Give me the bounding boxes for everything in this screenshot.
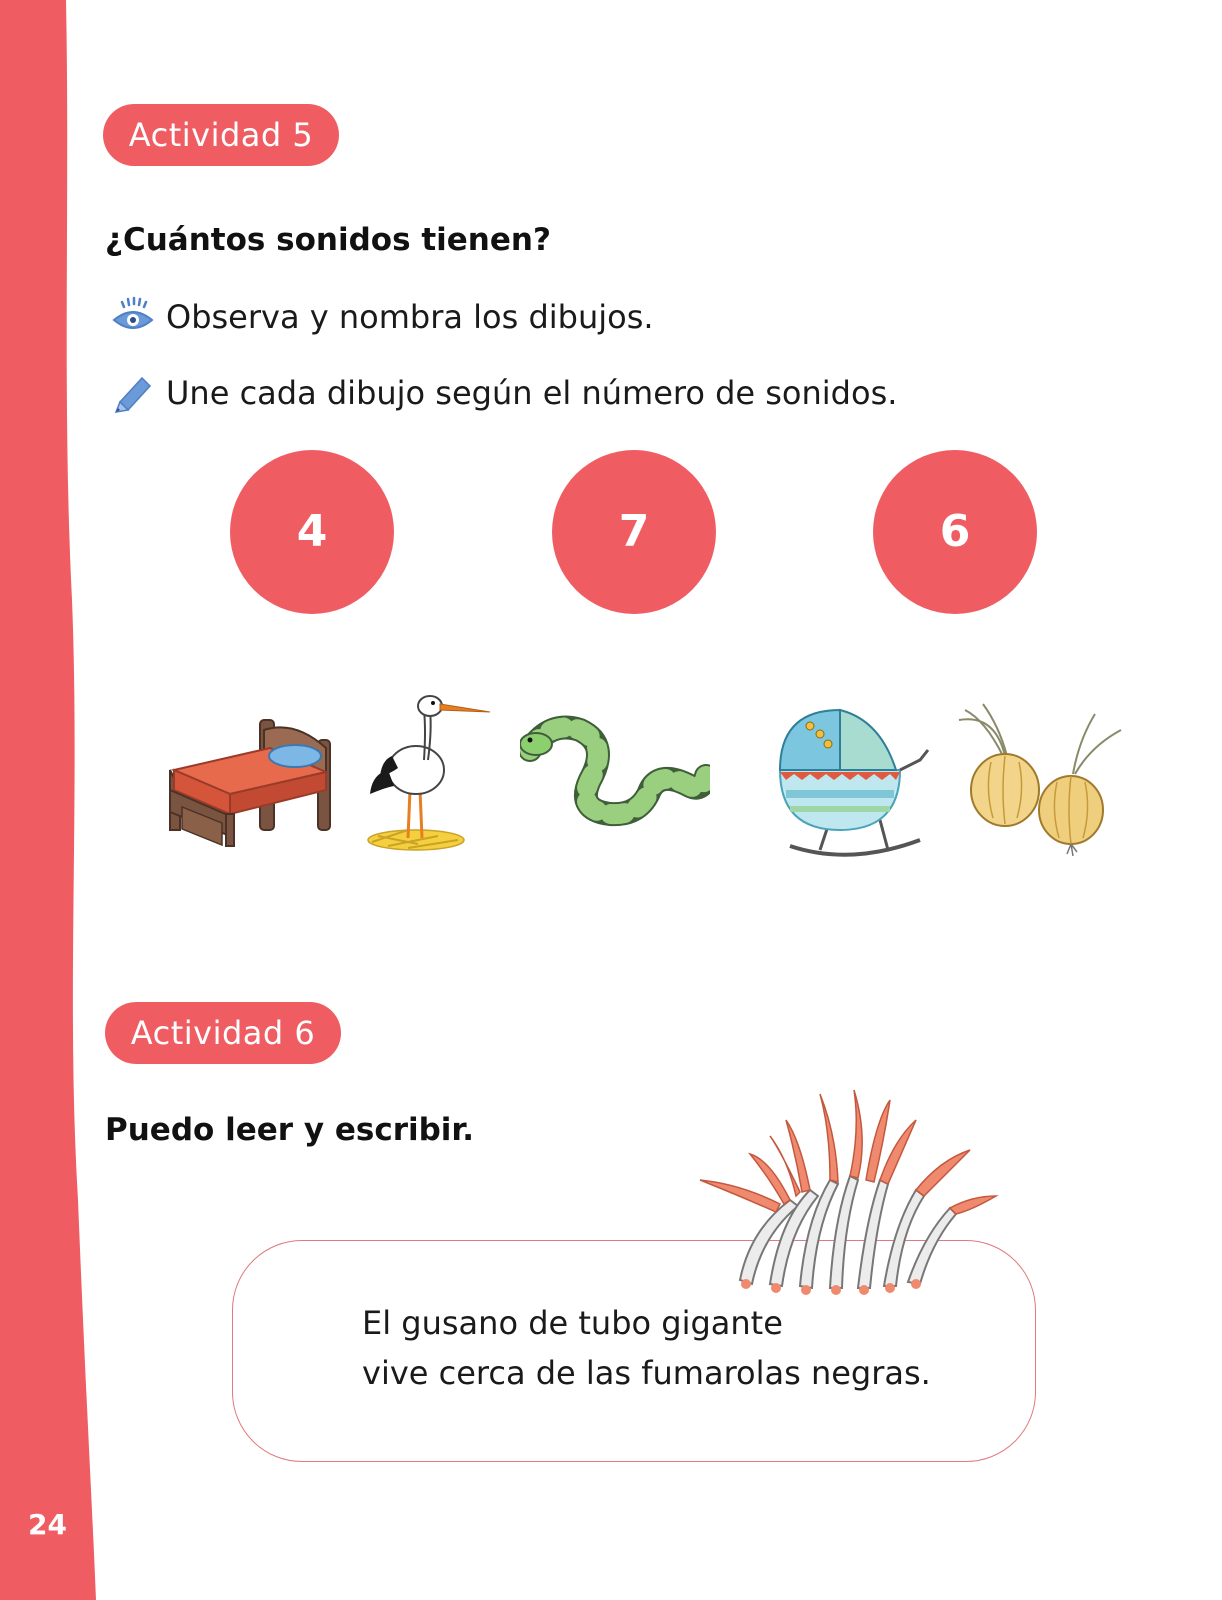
instruction-observe-text: Observa y nombra los dibujos. xyxy=(166,298,654,336)
activity-5-question: ¿Cuántos sonidos tienen? xyxy=(105,222,551,258)
activity-6-question: Puedo leer y escribir. xyxy=(105,1112,475,1148)
activity-6-label: Actividad 6 xyxy=(105,1002,341,1064)
reading-line: vive cerca de las fumarolas negras. xyxy=(362,1354,931,1392)
sound-count-circle[interactable]: 7 xyxy=(552,450,716,614)
snake-picture[interactable] xyxy=(520,690,710,860)
sound-count-circle[interactable]: 4 xyxy=(230,450,394,614)
pencil-icon xyxy=(112,372,154,414)
side-band xyxy=(0,0,110,1600)
reading-line: El gusano de tubo gigante xyxy=(362,1304,783,1342)
instruction-observe xyxy=(112,296,654,338)
activity-5-label: Actividad 5 xyxy=(103,104,339,166)
page-number: 24 xyxy=(28,1508,67,1541)
bed-picture[interactable] xyxy=(160,690,350,860)
reading-text xyxy=(362,1298,931,1398)
cradle-picture[interactable] xyxy=(770,690,960,860)
instruction-join-text: Une cada dibujo según el número de sonidos. xyxy=(166,374,898,412)
sound-count-circle[interactable]: 6 xyxy=(873,450,1037,614)
eye-icon xyxy=(112,296,154,338)
instruction-join xyxy=(112,372,897,414)
onions-picture[interactable] xyxy=(955,690,1145,860)
giant-tube-worm-picture xyxy=(680,1080,1000,1300)
